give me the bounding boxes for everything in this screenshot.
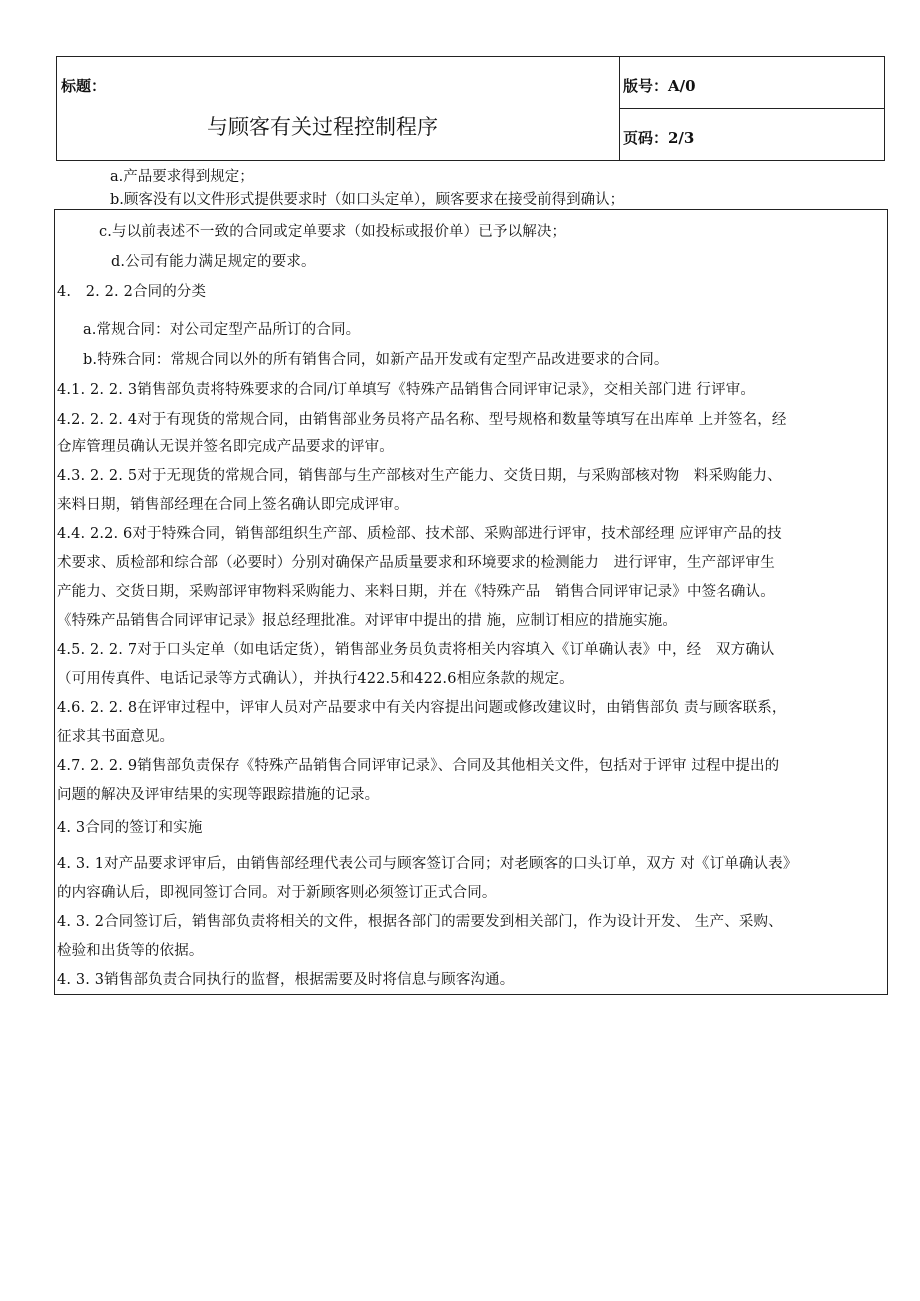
paragraph-4-2-line-1: 4.2. 2. 2. 4对于有现货的常规合同，由销售部业务员将产品名称、型号规格和数量等填写在出库单 上并签名，经 [57,412,787,428]
paragraph-4-3-3: 4. 3. 3销售部负责合同执行的监督，根据需要及时将信息与顾客沟通。 [57,972,515,988]
paragraph-4-3-1-line-2: 的内容确认后，即视同签订合同。对于新顾客则必须签订正式合同。 [57,885,497,901]
paragraph-4-4-line-2: 术要求、质检部和综合部（必要时）分别对确保产品质量要求和环境要求的检测能力 进行评审，生产部评审生 [57,555,775,571]
section-heading-signing: 4. 3合同的签订和实施 [57,820,203,836]
paragraph-4-3-2-line-2: 检验和出货等的依据。 [57,943,204,959]
paragraph-4-3-1-line-1: 4. 3. 1对产品要求评审后，由销售部经理代表公司与顾客签订合同；对老顾客的口头订单，双方 对《订单确认表》 [57,856,798,872]
paragraph-4-4-line-3: 产能力、交货日期，采购部评审物料采购能力、来料日期，并在《特殊产品 销售合同评审记录》中签名确认。 [57,584,775,600]
header-horizontal-divider [619,108,884,109]
paragraph-4-2-line-2: 仓库管理员确认无误并签名即完成产品要求的评审。 [57,439,394,455]
paragraph-4-6-line-1: 4.6. 2. 2. 8在评审过程中，评审人员对产品要求中有关内容提出问题或修改建议时，由销售部负 责与顾客联系， [57,700,787,716]
paragraph-4-7-line-2: 问题的解决及评审结果的实现等跟踪措施的记录。 [57,787,380,803]
paragraph-4-7-line-1: 4.7. 2. 2. 9销售部负责保存《特殊产品销售合同评审记录》、合同及其他相关文件，包括对于评审 过程中提出的 [57,758,780,774]
version-number: 版号：A/0 [623,77,696,95]
page-number: 页码：2/3 [623,129,695,147]
document-title: 与顾客有关过程控制程序 [207,115,438,139]
paragraph-4-5-line-2: （可用传真件、电话记录等方式确认），并执行422.5和422.6相应条款的规定。 [57,671,574,687]
paragraph-4-3-line-1: 4.3. 2. 2. 5对于无现货的常规合同，销售部与生产部核对生产能力、交货日期，与采购部核对物 料采购能力、 [57,468,782,484]
paragraph-4-1: 4.1. 2. 2. 3销售部负责将特殊要求的合同/订单填写《特殊产品销售合同评审记录》，交相关部门进 行评审。 [57,382,756,398]
pre-line-a: a.产品要求得到规定； [110,169,254,185]
item-d: d.公司有能力满足规定的要求。 [111,254,316,270]
paragraph-4-3-line-2: 来料日期，销售部经理在合同上签名确认即完成评审。 [57,497,409,513]
paragraph-4-3-2-line-1: 4. 3. 2合同签订后，销售部负责将相关的文件，根据各部门的需要发到相关部门，作为设计开发、 生产、采购、 [57,914,783,930]
item-regular-contract: a.常规合同：对公司定型产品所订的合同。 [83,322,361,338]
paragraph-4-4-line-1: 4.4. 2.2. 6对于特殊合同，销售部组织生产部、质检部、技术部、采购部进行评审，技术部经理 应评审产品的技 [57,526,782,542]
section-heading-classification: 4. 2. 2. 2合同的分类 [57,284,207,300]
header-table [56,56,885,161]
paragraph-4-4-line-4: 《特殊产品销售合同评审记录》报总经理批准。对评审中提出的措 施，应制订相应的措施实施。 [57,613,678,629]
item-special-contract: b.特殊合同：常规合同以外的所有销售合同，如新产品开发或有定型产品改进要求的合同。 [83,352,669,368]
pre-line-b: b.顾客没有以文件形式提供要求时（如口头定单），顾客要求在接受前得到确认； [110,192,625,208]
content-box [54,209,888,995]
item-c: c.与以前表述不一致的合同或定单要求（如投标或报价单）已予以解决； [99,224,567,240]
paragraph-4-6-line-2: 征求其书面意见。 [57,729,175,745]
paragraph-4-5-line-1: 4.5. 2. 2. 7对于口头定单（如电话定货），销售部业务员负责将相关内容填入《订单确认表》中，经 双方确认 [57,642,775,658]
title-label: 标题： [61,77,107,95]
